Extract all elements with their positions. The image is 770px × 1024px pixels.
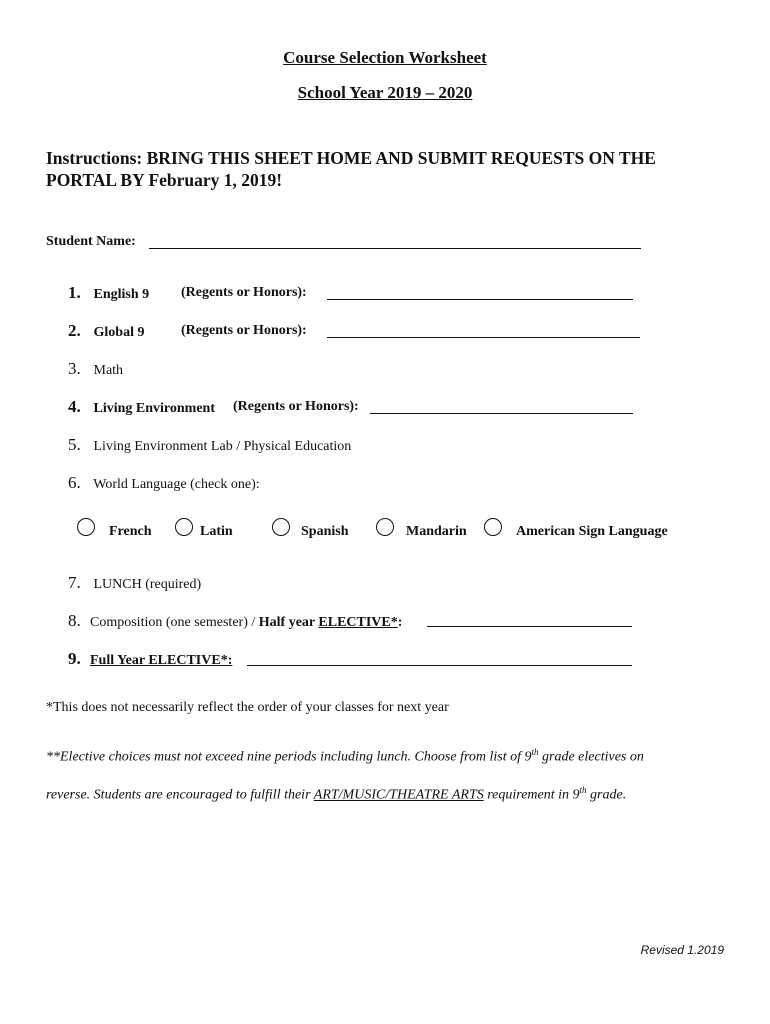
full-year-elective-label: Full Year ELECTIVE*:: [90, 653, 233, 668]
worksheet-title: Course Selection Worksheet: [283, 48, 487, 67]
living-option-label: (Regents or Honors):: [233, 399, 359, 414]
item-number: 4.: [68, 397, 81, 416]
subject-world-language: World Language (check one):: [93, 477, 260, 492]
asl-radio[interactable]: [484, 518, 502, 536]
latin-radio[interactable]: [175, 518, 193, 536]
english-level-field[interactable]: [327, 299, 633, 300]
item-global: [68, 321, 144, 341]
item-number: 2.: [68, 321, 81, 340]
elective-label: ELECTIVE*: [318, 615, 398, 630]
asl-label: American Sign Language: [516, 524, 668, 539]
arts-note: reverse. Students are encouraged to fulfill their ART/MUSIC/THEATRE ARTS requirement in 9th grade.: [46, 785, 627, 803]
item-number: 6.: [68, 473, 81, 492]
item-world-language: [68, 473, 260, 493]
global-option-label: (Regents or Honors):: [181, 323, 307, 338]
spanish-label: Spanish: [301, 524, 349, 539]
subject-lab-pe: Living Environment Lab / Physical Education: [93, 439, 352, 454]
mandarin-radio[interactable]: [376, 518, 394, 536]
item-number: 8.: [68, 611, 81, 630]
item-number: 7.: [68, 573, 81, 592]
half-year-label: Half year: [258, 615, 319, 630]
instructions: Instructions: BRING THIS SHEET HOME AND SUBMIT REQUESTS ON THE PORTAL BY February 1, 2019!: [46, 148, 656, 190]
french-label: French: [109, 524, 152, 539]
mandarin-label: Mandarin: [406, 524, 467, 539]
item-living-environment: [68, 397, 215, 417]
french-radio[interactable]: [77, 518, 95, 536]
spanish-radio[interactable]: [272, 518, 290, 536]
subject-composition: Composition (one semester) /: [90, 615, 259, 630]
student-name-field[interactable]: [149, 248, 641, 249]
item-number: 3.: [68, 359, 81, 378]
item-number: 9.: [68, 649, 81, 668]
subject-math: Math: [93, 363, 124, 378]
item-lab-pe: [68, 435, 351, 455]
item-english: [68, 283, 149, 303]
subject-lunch: LUNCH (required): [93, 577, 202, 592]
elective-note: **Elective choices must not exceed nine periods including lunch. Choose from list of 9th grade electives on: [46, 747, 644, 765]
item-number: 1.: [68, 283, 81, 302]
item-full-year-elective: [68, 649, 232, 669]
full-year-elective-field[interactable]: [247, 665, 632, 666]
subject-global: Global 9: [93, 325, 145, 340]
revised-date: Revised 1.2019: [640, 943, 724, 957]
subject-english: English 9: [93, 287, 150, 302]
school-year: School Year 2019 – 2020: [297, 83, 473, 102]
arts-requirement: ART/MUSIC/THEATRE ARTS: [313, 787, 484, 803]
latin-label: Latin: [200, 524, 233, 539]
living-level-field[interactable]: [370, 413, 633, 414]
subject-living-environment: Living Environment: [93, 401, 215, 416]
item-lunch: [68, 573, 201, 593]
english-option-label: (Regents or Honors):: [181, 285, 307, 300]
item-number: 5.: [68, 435, 81, 454]
elective-colon: :: [397, 615, 403, 630]
student-name-label: Student Name:: [46, 234, 136, 249]
item-composition: [68, 611, 402, 631]
order-note: *This does not necessarily reflect the order of your classes for next year: [46, 700, 449, 715]
half-year-elective-field[interactable]: [427, 626, 632, 627]
global-level-field[interactable]: [327, 337, 640, 338]
item-math: [68, 359, 123, 379]
